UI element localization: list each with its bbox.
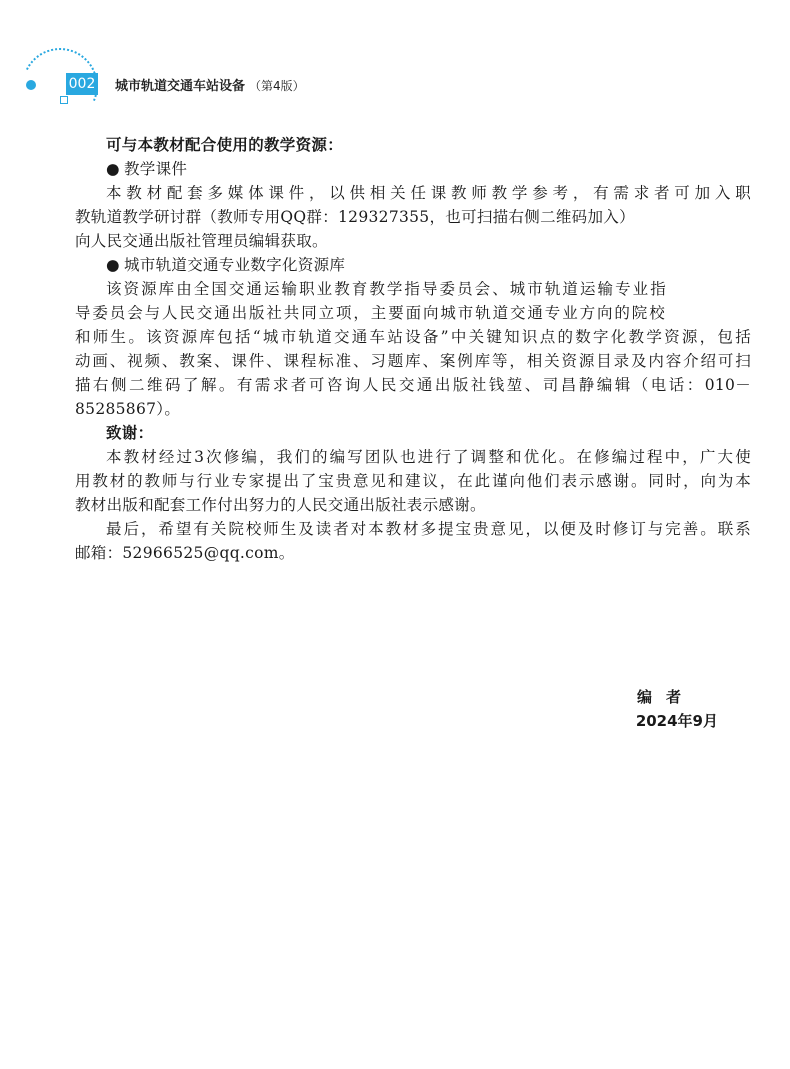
header-decoration-dot [26,80,36,90]
resources-heading: 可与本教材配合使用的教学资源： [106,136,344,154]
book-title: 城市轨道交通车站设备 [115,79,246,94]
thanks-heading: 致谢： [106,424,154,442]
paragraph-line: 邮箱：52966525@qq.com。 [75,544,295,562]
bullet-item-resource-library: ● 城市轨道交通专业数字化资源库 [75,253,751,277]
paragraph-line: 用教材的教师与行业专家提出了宝贵意见和建议，在此谨向他们表示感谢。同时，向为本 [75,472,751,490]
signature-editor: 编者 [636,688,695,706]
paragraph-line: 本教材经过3次修编，我们的编写团队也进行了调整和优化。在修编过程中，广大使 [106,448,751,466]
paragraph-line: 动画、视频、教案、课件、课程标准、习题库、案例库等，相关资源目录及内容介绍可扫 [75,352,751,370]
paragraph-line: 本教材配套多媒体课件，以供相关任课教师教学参考，有需求者可加入职 [106,184,751,202]
page-number: 002 [66,73,98,95]
paragraph-line: 描右侧二维码了解。有需求者可咨询人民交通出版社钱堃、司昌静编辑（电话：010－ [75,376,751,394]
paragraph-line: 该资源库由全国交通运输职业教育教学指导委员会、城市轨道运输专业指 [106,280,666,298]
paragraph-line: 和师生。该资源库包括“城市轨道交通车站设备”中关键知识点的数字化教学资源，包括 [75,328,751,346]
paragraph-line: 向人民交通出版社管理员编辑获取。 [75,232,328,250]
signature-date: 2024年9月 [635,712,718,730]
paragraph-line: 教材出版和配套工作付出努力的人民交通出版社表示感谢。 [75,496,486,514]
edition: （第4版） [249,79,305,93]
bullet-icon: ● [106,256,120,274]
paragraph-line: 最后，希望有关院校师生及读者对本教材多提宝贵意见，以便及时修订与完善。联系 [106,520,751,538]
paragraph-line: 85285867）。 [75,400,181,418]
bullet-item-courseware: ● 教学课件 [75,157,751,181]
paragraph-line: 导委员会与人民交通出版社共同立项，主要面向城市轨道交通专业方向的院校 [75,304,665,322]
header-decoration-square [60,96,68,104]
bullet-icon: ● [106,160,120,178]
running-header [115,75,305,94]
page-body [75,133,751,565]
paragraph-line: 教轨道教学研讨群（教师专用QQ群：129327355，也可扫描右侧二维码加入） [75,208,635,226]
